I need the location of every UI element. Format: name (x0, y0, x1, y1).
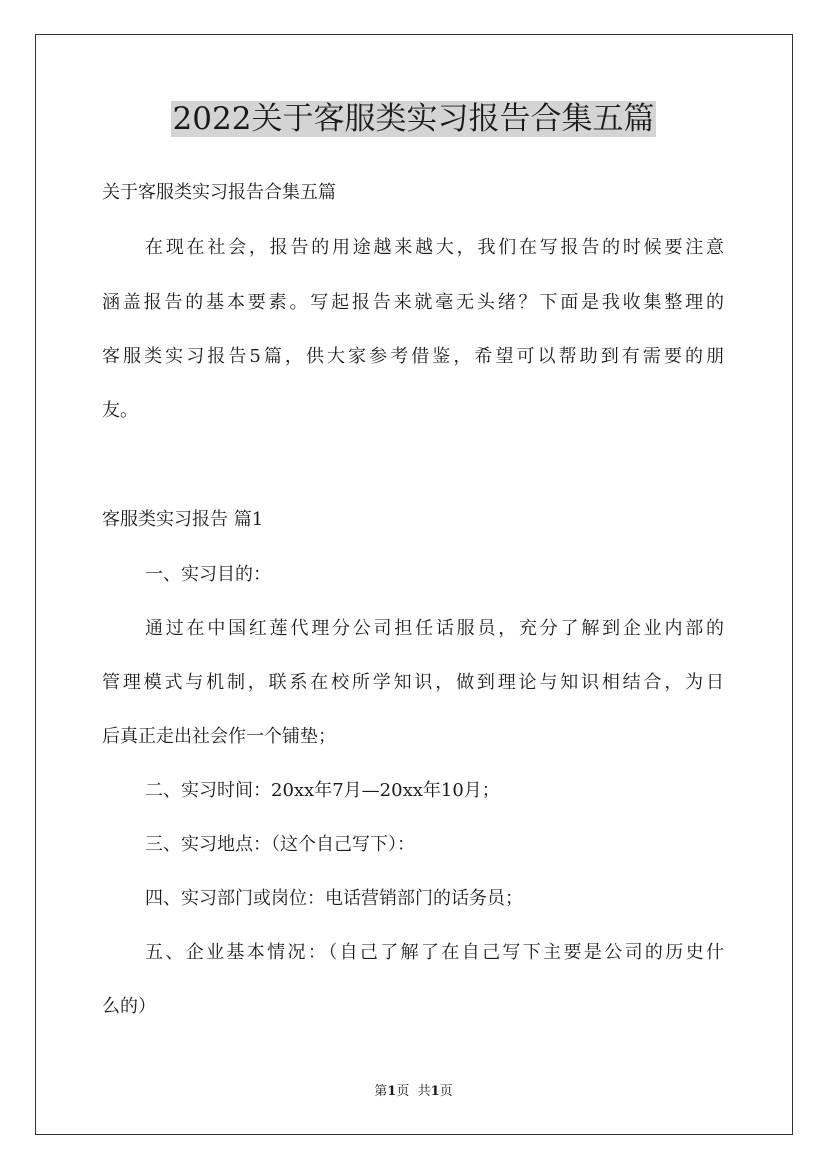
section-heading: 客服类实习报告 篇1 (102, 509, 264, 530)
total-prefix: 共 (417, 1084, 431, 1099)
body-line: 二、实习时间：20xx年7月—20xx年10月； (145, 780, 500, 801)
body-line: 四、实习部门或岗位：电话营销部门的话务员； (145, 888, 523, 909)
body-line: 一、实习目的： (145, 564, 271, 585)
document-title (0, 97, 827, 141)
page-number: 1 (387, 1084, 397, 1099)
intro-line: 在现在社会，报告的用途越来越大，我们在写报告的时候要注意 (145, 237, 724, 258)
intro-line: 涵盖报告的基本要素。写起报告来就毫无头绪？下面是我收集整理的 (102, 292, 724, 313)
total-pages: 1 (430, 1084, 440, 1099)
body-line: 后真正走出社会作一个铺垫； (102, 726, 336, 747)
total-suffix: 页 (439, 1084, 453, 1099)
body-line: 五、企业基本情况：（自己了解了在自己写下主要是公司的历史什 (145, 942, 724, 963)
body-line: 么的） (102, 996, 156, 1017)
page-prefix: 第 (374, 1084, 388, 1099)
document-subtitle: 关于客服类实习报告合集五篇 (102, 182, 336, 203)
body-line: 管理模式与机制，联系在校所学知识，做到理论与知识相结合，为日 (102, 672, 724, 693)
body-line: 通过在中国红莲代理分公司担任话服员，充分了解到企业内部的 (145, 618, 724, 639)
page-footer (0, 1083, 827, 1101)
document-title-text: 2022关于客服类实习报告合集五篇 (172, 101, 655, 137)
body-line: 三、实习地点：（这个自己写下）： (145, 834, 415, 855)
page-suffix: 页 (396, 1084, 410, 1099)
intro-line: 友。 (102, 400, 138, 421)
intro-line: 客服类实习报告5篇，供大家参考借鉴，希望可以帮助到有需要的朋 (102, 346, 724, 367)
